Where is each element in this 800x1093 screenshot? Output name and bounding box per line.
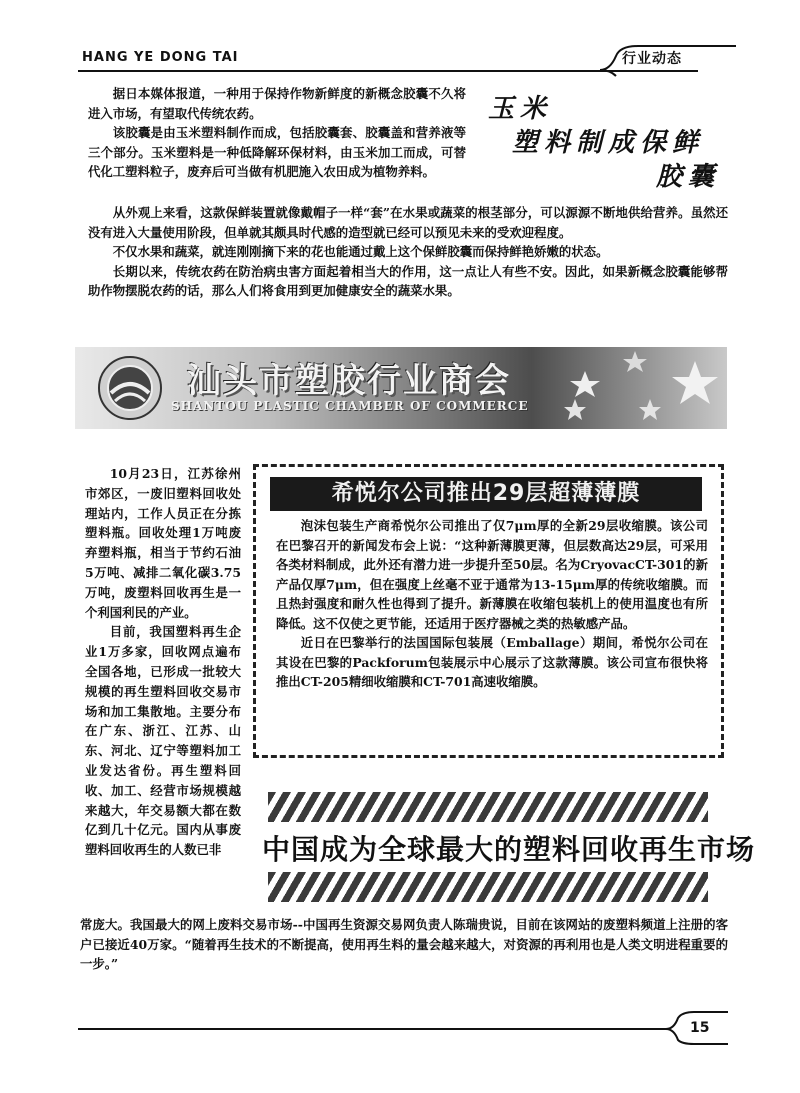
article1-title-line2: 塑料制成保鲜 [512, 128, 705, 158]
article1-para-4: 不仅水果和蔬菜，就连刚刚摘下来的花也能通过戴上这个保鲜胶囊而保持鲜艳娇嫩的状态。 [112, 244, 609, 259]
article1-title-line1: 玉米 [488, 94, 553, 124]
article1-para-3: 从外观上来看，这款保鲜装置就像戴帽子一样“套”在水果或蔬菜的根茎部分，可以源源不断地供给营养。虽然还没有进入大量使用阶段，但单就其颇具时代感的造型就已经可以预见未来的受欢迎程度。 [88, 205, 728, 240]
header-section-pinyin: HANG YE DONG TAI [82, 50, 239, 65]
sealed-air-article-title: 希悦尔公司推出29层超薄薄膜 [270, 477, 702, 511]
recycling-para-1: 10月23日，江苏徐州市郊区，一废旧塑料回收处理站内，工作人员正在分拣塑料瓶。回收处理1万吨废弃塑料瓶，相当于节约石油5万吨、减排二氧化碳3.75万吨，废塑料回收再生是一个利国利民的产业。 [85, 466, 241, 620]
article1-para-1: 据日本媒体报道，一种用于保持作物新鲜度的新概念胶囊不久将进入市场，有望取代传统农药。 [88, 86, 466, 121]
sealed-air-article-body [276, 516, 708, 692]
title-stripe-top [268, 792, 708, 822]
article1-body [88, 203, 728, 301]
banner-chinese-name: 汕头市塑胶行业商会 [187, 361, 511, 401]
page-number: 15 [690, 1020, 710, 1036]
sealed-air-para-1: 泡沫包装生产商希悦尔公司推出了仅7μm厚的全新29层收缩膜。该公司在巴黎召开的新闻发布会上说：“这种新薄膜更薄，但层数高达29层，可采用各类材料制成，此外还有潜力进一步提升至50层。名为CryovacCT-301的新产品仅厚7μm，但在强度上丝毫不亚于通常为13-15μm厚的传统收缩膜。而且热封强度和耐久性也得到了提升。新薄膜在收缩包装机上的使用温度也有所降低。这不仅使之更节能，还适用于医疗器械之类的热敏感产品。 [276, 518, 708, 631]
chamber-logo-icon [97, 355, 163, 421]
recycling-market-title: 中国成为全球最大的塑料回收再生市场 [262, 833, 756, 866]
recycling-article-column [85, 464, 241, 860]
banner-english-name: SHANTOU PLASTIC CHAMBER OF COMMERCE [171, 399, 529, 413]
title-stripe-bottom [268, 872, 708, 902]
article1-para-5: 长期以来，传统农药在防治病虫害方面起着相当大的作用，这一点让人有些不安。因此，如果新概念胶囊能够帮助作物摆脱农药的话，那么人们将食用到更加健康安全的蔬菜水果。 [88, 263, 728, 298]
sealed-air-para-2: 近日在巴黎举行的法国国际包装展（Emballage）期间，希悦尔公司在其设在巴黎的Packforum包装展示中心展示了这款薄膜。该公司宣布很快将推出CT-205精细收缩膜和CT-701高速收缩膜。 [276, 635, 708, 689]
article1-intro [88, 84, 466, 182]
chamber-banner [75, 347, 727, 429]
recycling-para-3: 常庞大。我国最大的网上废料交易市场--中国再生资源交易网负责人陈瑞贵说，目前在该网站的废塑料频道上注册的客户已接近40万家。“随着再生技术的不断提高，使用再生料的量会越来越大，对资源的再利用也是人类文明进程重要的一步。” [80, 917, 728, 971]
header-section-title: 行业动态 [622, 51, 682, 67]
article1-title-line3: 胶囊 [656, 162, 721, 192]
recycling-para-2: 目前，我国塑料再生企业1万多家，回收网点遍布全国各地，已形成一批较大规模的再生塑料回收交易市场和加工集散地。主要分布在广东、浙江、江苏、山东、河北、辽宁等塑料加工业发达省份。再生塑料回收、加工、经营市场规模越来越大，年交易额大都在数亿到几十亿元。国内从事废塑料回收再生的人数已非 [85, 624, 241, 858]
article1-para-2: 该胶囊是由玉米塑料制作而成，包括胶囊套、胶囊盖和营养液等三个部分。玉米塑料是一种低降解环保材料，由玉米加工而成，可替代化工塑料粒子，废弃后可当做有机肥施入农田成为植物养料。 [88, 125, 466, 179]
star-decoration-icon [555, 349, 725, 427]
recycling-article-continuation [80, 915, 728, 974]
footer-rule [78, 1028, 666, 1030]
